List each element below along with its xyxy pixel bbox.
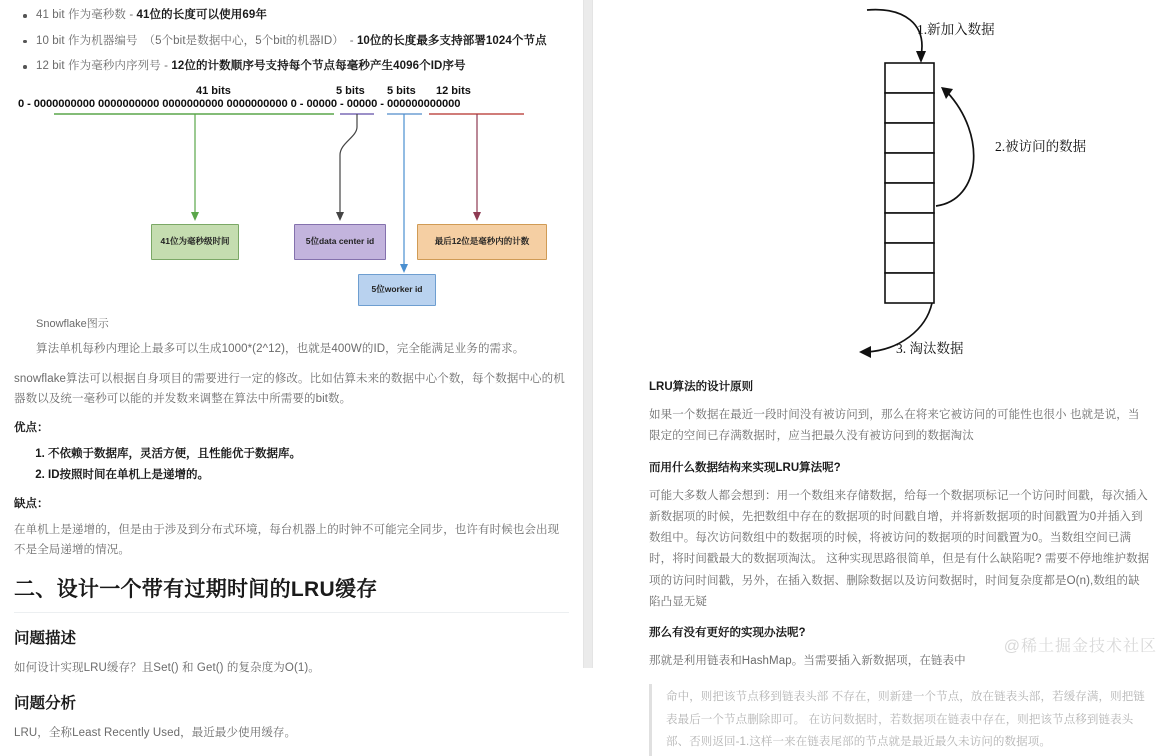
box-timestamp: 41位为毫秒级时间 bbox=[151, 224, 239, 260]
paragraph-problem-analysis: LRU，全称Least Recently Used，最近最少使用缓存。 bbox=[14, 726, 297, 739]
box-worker-id: 5位worker id bbox=[358, 274, 436, 306]
bullet-text-bold: 41位的长度可以使用69年 bbox=[136, 9, 267, 21]
bitstring-text: 0 - 0000000000 0000000000 0000000000 0000000000 0 - 00000 - 00000 - 000000000000 bbox=[18, 97, 461, 110]
list-item bbox=[36, 34, 569, 50]
right-content bbox=[593, 0, 1167, 749]
paragraph-better-approach: 那就是利用链表和HashMap。当需要插入新数据项，在链表中 bbox=[649, 655, 966, 668]
heading-problem-description: 问题描述 bbox=[14, 629, 77, 647]
bit-label-41: 41 bits bbox=[196, 84, 231, 97]
lru-cache-diagram bbox=[649, 0, 1169, 372]
pros-label: 优点： bbox=[14, 421, 49, 434]
bullet-text-bold: 10位的长度最多支持部署1024个节点 bbox=[356, 34, 547, 47]
lru-label-accessed-data: 2.被访问的数据 bbox=[995, 139, 1087, 154]
heading-problem-analysis: 问题分析 bbox=[14, 694, 77, 712]
snowflake-connectors bbox=[18, 85, 563, 233]
heading-lru-data-structure: 而用什么数据结构来实现LRU算法呢? bbox=[649, 461, 841, 474]
blockquote-linkedlist-hashmap: 命中，则把该节点移到链表头部 不存在，则新建一个节点，放在链表头部，若缓存满，则把链表最后一个节点删除即可。 在访问数据时，若数据项在链表中存在，则把该节点移到链表头部、否则返回-1.这样一来在链表尾部的节点就是最近最久未访问的数据项。 bbox=[649, 684, 1151, 755]
paragraph-capacity: 算法单机每秒内理论上最多可以生成1000*(2^12)，也就是400W的ID，完全能满足业务的需求。 bbox=[36, 342, 525, 355]
paragraph-cons: 在单机上是递增的，但是由于涉及到分布式环境，每台机器上的时钟不可能完全同步，也许有时候也会出现不是全局递增的情况。 bbox=[14, 524, 560, 557]
snowflake-bit-bullets bbox=[14, 8, 569, 75]
lru-label-new-data: 1.新加入数据 bbox=[917, 22, 995, 37]
list-item bbox=[36, 8, 569, 24]
left-column bbox=[0, 0, 583, 739]
cons-label: 缺点： bbox=[14, 498, 49, 511]
heading-lru-principle: LRU算法的设计原则 bbox=[649, 381, 754, 393]
list-item: 1. 不依赖于数据库，灵活方便，且性能优于数据库。 bbox=[48, 444, 569, 465]
paragraph-problem-description: 如何设计实现LRU缓存？且Set() 和 Get() 的复杂度为O(1)。 bbox=[14, 661, 320, 674]
bit-label-5a: 5 bits bbox=[336, 84, 365, 97]
paragraph-lru-principle: 如果一个数据在最近一段时间没有被访问到，那么在将来它被访问的可能性也很小 也就是说，当限定的空间已存满数据时，应当把最久没有被访问到的数据淘汰 bbox=[649, 409, 1140, 443]
bit-label-12: 12 bits bbox=[436, 84, 471, 97]
snowflake-id-diagram bbox=[18, 84, 563, 295]
pros-list bbox=[14, 444, 569, 485]
box-sequence: 最后12位是毫秒内的计数 bbox=[417, 224, 547, 260]
bullet-text-normal: 41 bit 作为毫秒数 - bbox=[36, 9, 137, 21]
right-column bbox=[593, 0, 1167, 749]
lru-label-evicted-data: 3. 淘汰数据 bbox=[896, 341, 964, 356]
bullet-text-normal: 12 bit 作为毫秒内序列号 - bbox=[36, 60, 172, 73]
left-content bbox=[0, 0, 583, 743]
bit-label-5b: 5 bits bbox=[387, 84, 416, 97]
list-item: 2. ID按照时间在单机上是递增的。 bbox=[48, 465, 569, 486]
box-datacenter-id: 5位data center id bbox=[294, 224, 386, 260]
paragraph-lru-data-structure: 可能大多数人都会想到：用一个数组来存储数据，给每一个数据项标记一个访问时间戳，每次插入新数据项的时候，先把数组中存在的数据项的时间戳自增，并将新数据项的时间戳置为0并插入到数组中。每次访问数组中的数据项的时候，将被访问的数据项的时间戳置为0。当数组空间已满时，将时间戳最大的数据项淘汰。 这种实现思路很简单，但是有什么缺陷呢? 需要不停地维护数据项的访问时间戳，另外，在插入数据、删除数据以及访问数据时，时间复杂度都是O(n),数组的缺陷凸显无疑 bbox=[649, 489, 1150, 608]
bullet-text-bold: 12位的计数顺序号支持每个节点每毫秒产生4096个ID序号 bbox=[171, 60, 466, 73]
bullet-text-normal: 10 bit 作为机器编号 （5个bit是数据中心，5个bit的机器ID） - bbox=[36, 34, 357, 47]
lru-diagram-svg bbox=[649, 0, 1169, 372]
list-item bbox=[36, 59, 569, 75]
paragraph-modify: snowflake算法可以根据自身项目的需要进行一定的修改。比如估算未来的数据中心个数，每个数据中心的机器数以及统一毫秒可以能的并发数来调整在算法中所需要的bit数。 bbox=[14, 372, 565, 405]
heading-better-approach: 那么有没有更好的实现办法呢? bbox=[649, 627, 806, 640]
column-divider bbox=[583, 0, 593, 668]
page-title: 二、设计一个带有过期时间的LRU缓存 bbox=[14, 573, 569, 613]
watermark: @稀土掘金技术社区 bbox=[1003, 638, 1157, 655]
diagram-caption: Snowflake图示 bbox=[36, 317, 109, 330]
